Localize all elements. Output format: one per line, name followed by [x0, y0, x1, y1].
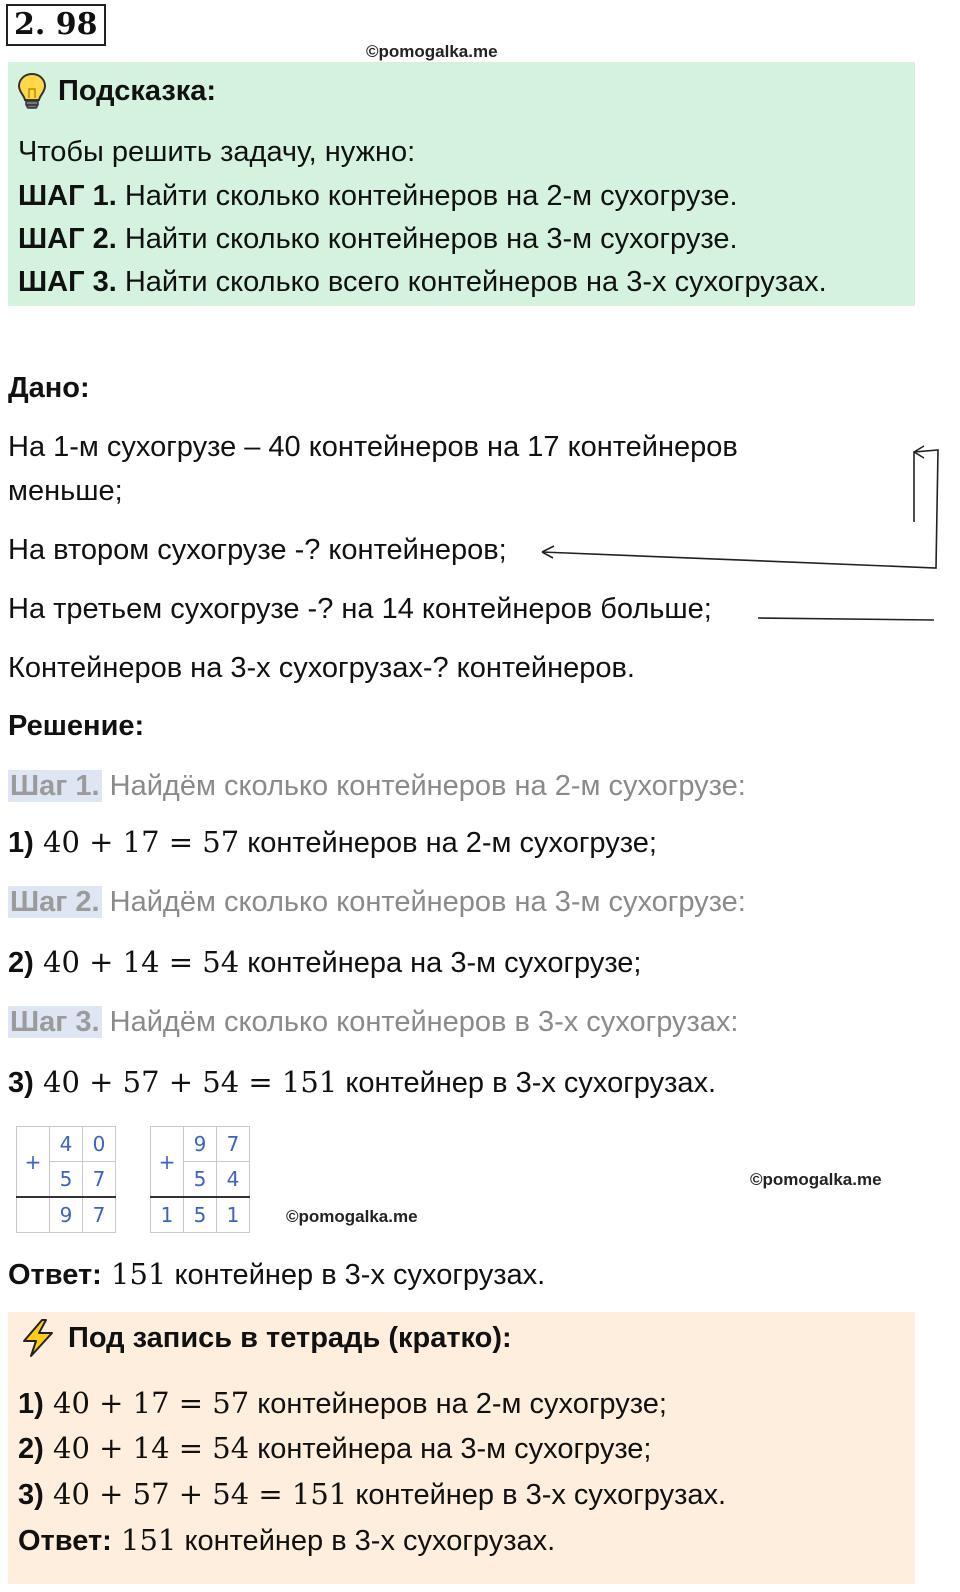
solution-eq-2: [8, 945, 641, 980]
note-3-num: 3): [18, 1479, 44, 1511]
solution-title: Решение:: [8, 710, 145, 742]
lightbulb-icon: [16, 72, 48, 110]
hint-title: [16, 72, 216, 110]
calc-1-b-digit: 5: [50, 1162, 83, 1198]
eq-3-expr: 40 + 57 + 54 = 151: [33, 1065, 338, 1099]
note-answer-value: 151: [111, 1523, 177, 1557]
hint-step-1: [18, 180, 738, 213]
note-answer: [18, 1523, 555, 1558]
answer-label: Ответ:: [8, 1259, 102, 1291]
column-addition-2: [150, 1126, 250, 1233]
note-2-num: 2): [18, 1433, 44, 1465]
hint-intro: Чтобы решить задачу, нужно:: [18, 136, 416, 168]
given-line-3: На третьем сухогрузе -? на 14 контейнеров больше;: [8, 593, 712, 625]
eq-2-expr: 40 + 14 = 54: [33, 945, 240, 979]
step-3-label: Шаг 3.: [10, 1006, 100, 1038]
eq-2-num: 2): [8, 947, 34, 979]
eq-3-text: контейнер в 3-х сухогрузах.: [337, 1067, 717, 1099]
given-line-2: На втором сухогрузе -? контейнеров;: [8, 534, 507, 566]
given-title: Дано:: [8, 372, 90, 404]
note-title-text: Под запись в тетрадь (кратко):: [68, 1321, 512, 1354]
answer-text: контейнер в 3-х сухогрузах.: [166, 1259, 546, 1291]
eq-1-text: контейнеров на 2-м сухогрузе;: [239, 827, 657, 859]
calc-2-a-digit: 9: [184, 1127, 217, 1162]
solution-step-3: [8, 1006, 738, 1039]
note-answer-label: Ответ:: [18, 1525, 112, 1557]
step-1-label: Шаг 1.: [10, 770, 100, 802]
hint-step-3-label: ШАГ 3.: [18, 266, 117, 298]
step-3-text: Найдём сколько контейнеров в 3-х сухогрузах:: [101, 1006, 739, 1038]
hint-title-text: Подсказка:: [58, 74, 217, 107]
note-answer-text: контейнер в 3-х сухогрузах.: [176, 1525, 556, 1557]
column-addition-1: [16, 1126, 116, 1233]
note-2-text: контейнера на 3-м сухогрузе;: [249, 1433, 652, 1465]
note-title: [18, 1318, 512, 1358]
step-1-text: Найдём сколько контейнеров на 2-м сухогрузе:: [101, 770, 746, 802]
hint-step-2-text: Найти сколько контейнеров на 3-м сухогрузе.: [116, 223, 738, 255]
solution-eq-1: [8, 825, 657, 860]
problem-number: 2. 98: [6, 4, 106, 46]
note-3-text: контейнер в 3-х сухогрузах.: [347, 1479, 727, 1511]
hint-step-1-label: ШАГ 1.: [18, 180, 117, 212]
calc-1-a-digit: 0: [83, 1127, 116, 1162]
watermark-top: ©pomogalka.me: [366, 42, 498, 61]
eq-1-expr: 40 + 17 = 57: [33, 825, 240, 859]
note-3-expr: 40 + 57 + 54 = 151: [43, 1477, 348, 1511]
calc-1-operator: +: [17, 1127, 50, 1198]
calc-2-r-digit: 1: [151, 1197, 184, 1233]
relation-arrows: [520, 440, 950, 640]
hint-step-3: [18, 266, 827, 299]
hint-step-2-label: ШАГ 2.: [18, 223, 117, 255]
given-line-4: Контейнеров на 3-х сухогрузах-? контейнеров.: [8, 652, 635, 684]
calc-1-r-digit: 7: [83, 1197, 116, 1233]
lightning-icon: [18, 1318, 58, 1358]
hint-step-1-text: Найти сколько контейнеров на 2-м сухогрузе.: [116, 180, 738, 212]
solution-step-1: [8, 770, 746, 803]
answer-value: 151: [101, 1257, 167, 1291]
note-line-3: [18, 1477, 726, 1512]
step-2-text: Найдём сколько контейнеров на 3-м сухогрузе:: [101, 886, 746, 918]
hint-step-3-text: Найти сколько всего контейнеров на 3-х сухогрузах.: [116, 266, 827, 298]
note-1-expr: 40 + 17 = 57: [43, 1386, 250, 1420]
step-2-label: Шаг 2.: [10, 886, 100, 918]
watermark-right: ©pomogalka.me: [750, 1170, 882, 1189]
calc-1-empty-cell: [17, 1197, 50, 1233]
calc-1-r-digit: 9: [50, 1197, 83, 1233]
watermark-bottom: ©pomogalka.me: [286, 1207, 418, 1226]
note-line-1: [18, 1386, 667, 1421]
hint-step-2: [18, 223, 738, 256]
note-line-2: [18, 1431, 651, 1466]
calc-2-a-digit: 7: [217, 1127, 250, 1162]
solution-eq-3: [8, 1065, 716, 1100]
calc-1-b-digit: 7: [83, 1162, 116, 1198]
eq-2-text: контейнера на 3-м сухогрузе;: [239, 947, 642, 979]
eq-1-num: 1): [8, 827, 34, 859]
calc-2-operator: +: [151, 1127, 184, 1198]
given-line-1a: На 1-м сухогрузе – 40 контейнеров на 17 контейнеров: [8, 431, 738, 463]
note-1-text: контейнеров на 2-м сухогрузе;: [249, 1388, 667, 1420]
calc-2-r-digit: 1: [217, 1197, 250, 1233]
calc-2-r-digit: 5: [184, 1197, 217, 1233]
eq-3-num: 3): [8, 1067, 34, 1099]
calc-1-a-digit: 4: [50, 1127, 83, 1162]
solution-step-2: [8, 886, 746, 919]
note-2-expr: 40 + 14 = 54: [43, 1431, 250, 1465]
answer: [8, 1257, 545, 1292]
given-line-1b: меньше;: [8, 475, 123, 507]
note-1-num: 1): [18, 1388, 44, 1420]
calc-2-b-digit: 4: [217, 1162, 250, 1198]
calc-2-b-digit: 5: [184, 1162, 217, 1198]
